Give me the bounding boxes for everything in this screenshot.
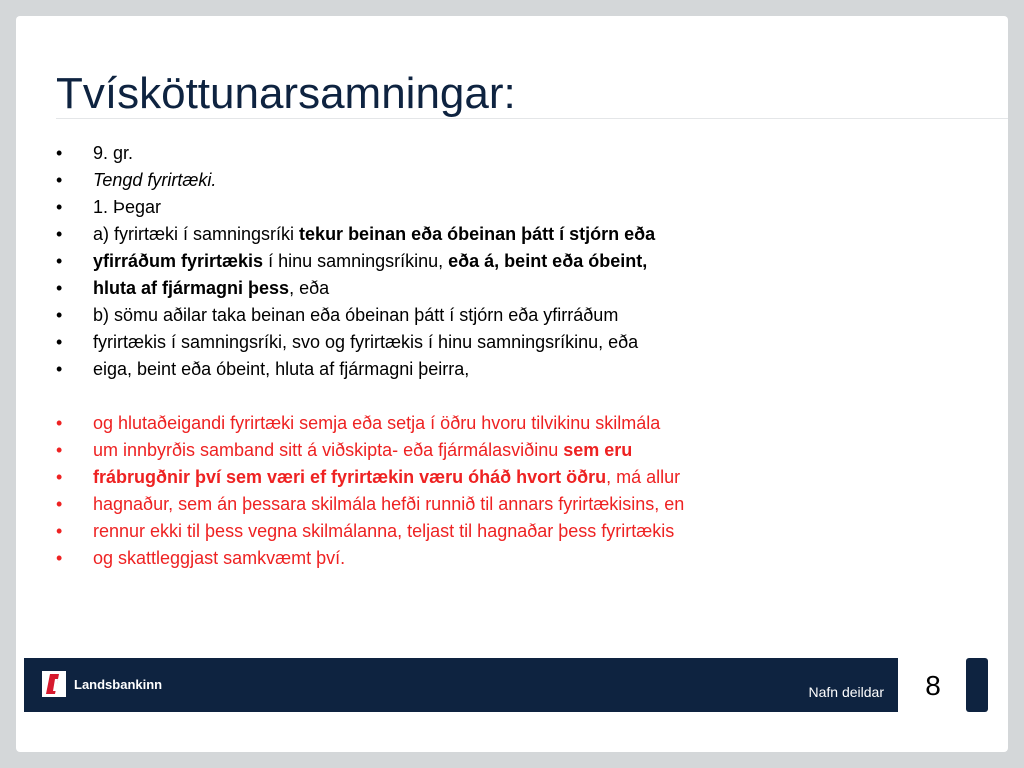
bullet-text: og hlutaðeigandi fyrirtæki semja eða setja í öðru hvoru tilvikinu skilmála — [93, 413, 661, 433]
bullet-text: b) sömu aðilar taka beinan eða óbeinan þátt í stjórn eða yfirráðum — [93, 305, 619, 325]
bullet-text: Tengd fyrirtæki. — [93, 170, 217, 190]
bullet-dot-icon: • — [56, 521, 63, 541]
bullet-dot-icon: • — [56, 467, 63, 487]
bullet-text: og skattleggjast samkvæmt því. — [93, 548, 346, 568]
bullet-dot-icon: • — [56, 548, 63, 568]
bullet-dot-icon: • — [56, 170, 63, 190]
bullet-item — [52, 167, 684, 194]
bullet-item — [52, 356, 684, 383]
bullet-text: um innbyrðis samband sitt á viðskipta- eða fjármálasviðinu — [93, 440, 564, 460]
bullet-item — [52, 248, 684, 275]
page-number: 8 — [925, 670, 941, 701]
bullet-text: yfirráðum fyrirtækis — [93, 251, 264, 271]
bullet-item — [52, 275, 684, 302]
bullet-dot-icon: • — [56, 494, 63, 514]
bullet-text: , má allur — [606, 467, 681, 487]
bullet-dot-icon: • — [56, 197, 63, 217]
logo-text: Landsbankinn — [74, 676, 163, 692]
bullet-text: tekur beinan eða óbeinan þátt í stjórn eða — [299, 224, 656, 244]
bullet-list — [52, 140, 684, 572]
bullet-text: sem eru — [563, 440, 633, 460]
bullet-item — [52, 518, 684, 545]
bullet-item — [52, 194, 684, 221]
slide-title: Tvísköttunarsamningar: — [56, 69, 516, 118]
landsbankinn-logo — [42, 671, 162, 697]
side-tab-decoration — [966, 658, 988, 712]
bullet-dot-icon: • — [56, 332, 63, 352]
bullet-text: a) fyrirtæki í samningsríki — [93, 224, 300, 244]
bullet-item — [52, 302, 684, 329]
bullet-dot-icon: • — [56, 251, 63, 271]
bullet-dot-icon: • — [56, 224, 63, 244]
bullet-item — [52, 221, 684, 248]
bullet-item — [52, 464, 684, 491]
title-divider — [56, 118, 1008, 119]
bullet-text: í hinu samningsríkinu, — [263, 251, 449, 271]
bullet-text: eða á, beint eða óbeint, — [448, 251, 648, 271]
bullet-dot-icon: • — [56, 305, 63, 325]
bullet-item — [52, 329, 684, 356]
bullet-item — [52, 410, 684, 437]
bullet-dot-icon: • — [56, 278, 63, 298]
bullet-spacer — [52, 383, 684, 410]
bullet-text: , eða — [289, 278, 330, 298]
department-label: Nafn deildar — [808, 684, 884, 700]
bullet-item — [52, 140, 684, 167]
slide — [16, 16, 1008, 752]
bullet-text: hagnaður, sem án þessara skilmála hefði runnið til annars fyrirtækisins, en — [93, 494, 685, 514]
bullet-item — [52, 491, 684, 518]
bullet-dot-icon: • — [56, 359, 63, 379]
bullet-dot-icon: • — [56, 143, 63, 163]
bullet-text: hluta af fjármagni þess — [93, 278, 290, 298]
bullet-text: rennur ekki til þess vegna skilmálanna, teljast til hagnaðar þess fyrirtækis — [93, 521, 675, 541]
footer-bar — [24, 658, 898, 712]
bullet-dot-icon: • — [56, 413, 63, 433]
bullet-text: frábrugðnir því sem væri ef fyrirtækin væru óháð hvort öðru — [93, 467, 607, 487]
bullet-text: 9. gr. — [93, 143, 134, 163]
landsbankinn-logo-icon — [42, 671, 66, 697]
bullet-item — [52, 437, 684, 464]
bullet-text: fyrirtækis í samningsríki, svo og fyrirtækis í hinu samningsríkinu, eða — [93, 332, 639, 352]
bullet-dot-icon: • — [56, 440, 63, 460]
bullet-item — [52, 545, 684, 572]
bullet-text: eiga, beint eða óbeint, hluta af fjármagni þeirra, — [93, 359, 470, 379]
bullet-text: 1. Þegar — [93, 197, 162, 217]
